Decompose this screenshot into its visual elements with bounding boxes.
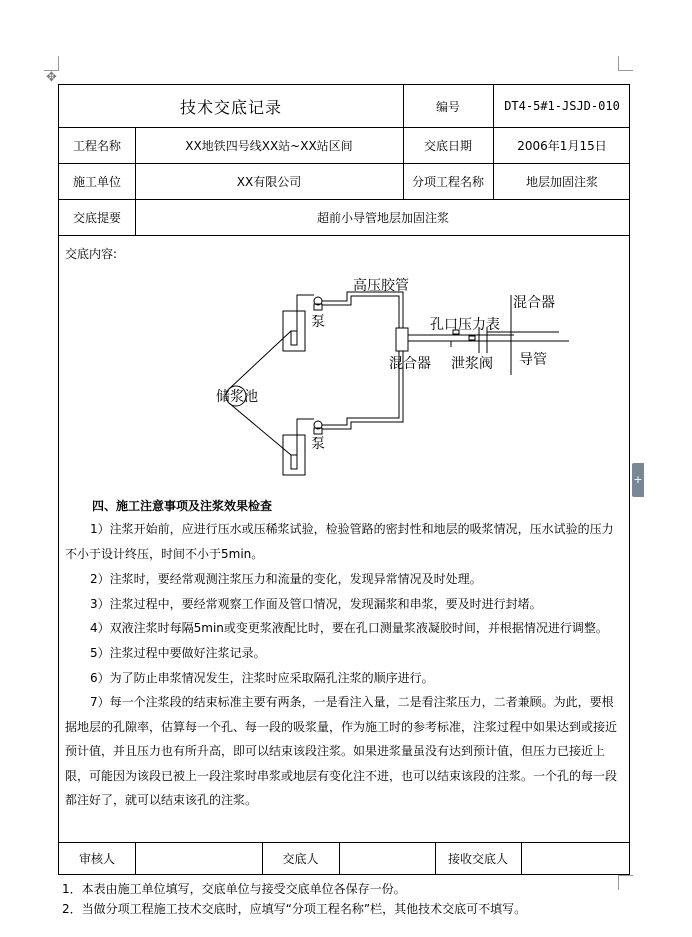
paragraph-7: 7）每一个注浆段的结束标准主要有两条，一是看注入量，二是看注浆压力，二者兼顾。为此，要根据地层的孔隙率，估算每一个孔、每一段的吸浆量，作为施工时的参考标准，注浆过程中如果达到或接近预计值，并且压力也有所升高，即可以结束该段注浆。如果进浆量虽没有达到预计值，但压力已接近上限，可能因为该段已被上一段注浆时串浆或地层有变化注不进，也可以结束该段的注浆。一个孔的每一段都注好了，就可以结束该孔的注浆。 — [65, 695, 618, 808]
crop-mark-bottom-right — [618, 875, 633, 890]
disclosure-date-label: 交底日期 — [423, 138, 472, 153]
receiver-field[interactable] — [521, 842, 631, 875]
construction-unit-value[interactable]: XX有限公司 — [236, 174, 302, 189]
relief-valve-label: 泄浆阀 — [451, 356, 493, 372]
footnote-2: 2．当做分项工程施工技术交底时，应填写“分项工程名称”栏，其他技术交底可不填写。 — [62, 902, 527, 916]
pump-bottom-label: 泵 — [311, 436, 325, 452]
paragraph-1: 1）注浆开始前，应进行压水或压稀浆试验，检验管路的密封性和地层的吸浆情况，压水试验的压力不小于设计终压，时间不小于5min。 — [65, 522, 614, 561]
table-move-handle-icon[interactable]: ✥ — [46, 70, 57, 85]
reviewer-field[interactable] — [135, 842, 262, 875]
receiver-label: 接收交底人 — [447, 852, 508, 866]
paragraph-2: 2）注浆时，要经常观测注浆压力和流量的变化，发现异常情况及时处理。 — [90, 572, 482, 586]
disclosure-date-value[interactable]: 2006年1月15日 — [517, 138, 607, 153]
hose-label: 高压胶管 — [353, 278, 409, 294]
gauge-label: 孔口压力表 — [430, 317, 500, 333]
form-title: 技术交底记录 — [179, 97, 282, 117]
sub-project-label: 分项工程名称 — [411, 174, 484, 189]
mixer-label: 混合器 — [389, 356, 431, 372]
crop-mark-top-left — [44, 56, 59, 71]
paragraph-3: 3）注浆过程中，要经常观察工作面及管口情况，发现漏浆和串浆，要及时进行封堵。 — [90, 597, 542, 611]
paragraph-4: 4）双液注浆时每隔5min或变更浆液配比时，要在孔口测量浆液凝胶时间，并根据情况进行调整。 — [90, 621, 608, 635]
content-label: 交底内容: — [65, 247, 118, 261]
number-label: 编号 — [435, 99, 460, 114]
presenter-field[interactable] — [339, 842, 435, 875]
number-value[interactable]: DT4-5#1-JSJD-010 — [504, 99, 620, 113]
pump-top-label: 泵 — [311, 314, 325, 330]
pipe-label: 导管 — [519, 352, 547, 368]
sub-project-value[interactable]: 地层加固注浆 — [525, 174, 598, 189]
reviewer-label: 审核人 — [78, 852, 115, 866]
paragraph-6: 6）为了防止串浆情况发生，注浆时应采取隔孔注浆的顺序进行。 — [90, 671, 434, 685]
construction-unit-label: 施工单位 — [72, 174, 121, 189]
summary-value[interactable]: 超前小导管地层加固注浆 — [316, 210, 449, 225]
footnote-1: 1．本表由施工单位填写，交底单位与接受交底单位各保存一份。 — [62, 882, 406, 896]
paragraph-5: 5）注浆过程中要做好注浆记录。 — [90, 646, 266, 660]
mixer-shape — [396, 328, 408, 351]
mixer-top-label: 混合器 — [513, 295, 555, 311]
presenter-label: 交底人 — [282, 852, 319, 866]
project-name-label: 工程名称 — [72, 138, 121, 153]
summary-label: 交底提要 — [72, 210, 121, 225]
project-name-value[interactable]: XX地铁四号线XX站~XX站区间 — [185, 138, 353, 153]
grouting-system-diagram — [59, 275, 629, 485]
section-title: 四、施工注意事项及注浆效果检查 — [92, 499, 273, 513]
disclosure-form — [58, 84, 630, 875]
tank-label: 储浆池 — [216, 389, 258, 405]
crop-mark-top-right — [618, 56, 633, 71]
side-expand-tab[interactable]: + — [632, 463, 644, 497]
